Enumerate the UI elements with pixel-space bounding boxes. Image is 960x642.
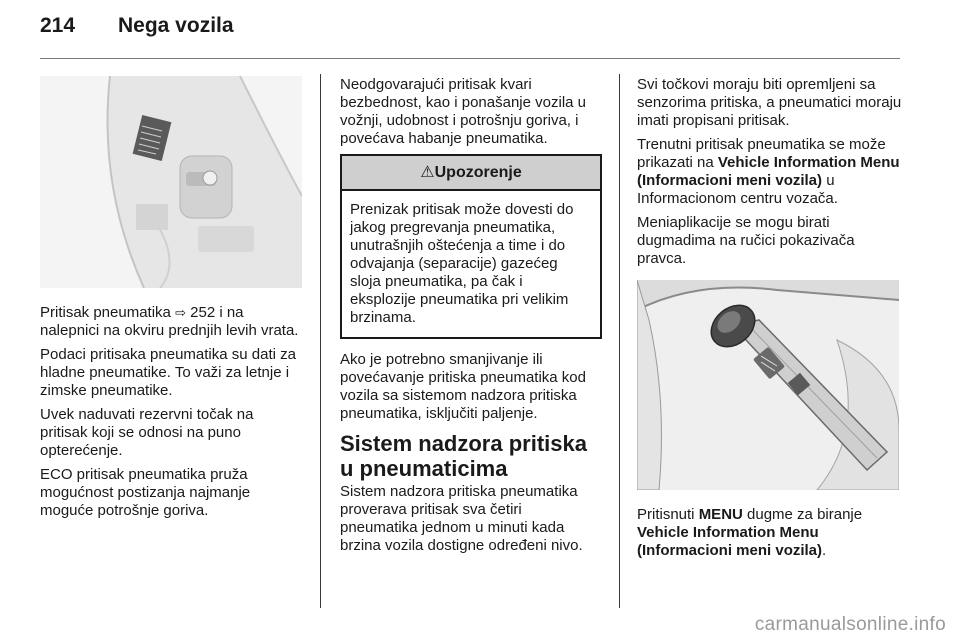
column-left xyxy=(40,76,302,526)
text: . xyxy=(822,542,827,559)
column-divider xyxy=(320,74,321,608)
paragraph: Meniaplikacije se mogu birati dugmadima na ručici pokazivača pravca. xyxy=(637,214,855,267)
paragraph xyxy=(637,136,903,208)
page-reference-arrow-icon: ⇨ xyxy=(175,305,186,320)
column-middle xyxy=(340,76,602,561)
text: Trenutni pritisak pneumatika se može prikazati na xyxy=(637,136,886,171)
text: Pritisak pneumatika xyxy=(40,304,176,321)
paragraph: Podaci pritisaka pneumatika su dati za hladne pneumatike. To važi za letnje i zimske pneumatike. xyxy=(40,346,296,399)
header-rule xyxy=(40,58,900,59)
watermark: carmanualsonline.info xyxy=(754,614,946,635)
text: u Informacionom centru vozača. xyxy=(637,172,838,207)
text: 252 i na nalepnici na okviru prednjih levih vrata. xyxy=(40,304,299,339)
column-right xyxy=(637,76,903,566)
text: Pritisnuti xyxy=(637,506,699,523)
menu-name: Vehicle Information Menu (Informacioni meni vozila) xyxy=(637,154,900,189)
menu-button-label: MENU xyxy=(698,506,743,523)
warning-body: Prenizak pritisak može dovesti do jakog pregrevanja pneumatika, unutrašnjih oštećenja a time i do odvajanja (separacije) gazećeg sloja pneumatika, pa čak i eksplozije pneumatika pri velikim brzinama. xyxy=(350,201,574,326)
turn-signal-lever-illustration xyxy=(637,280,899,490)
paragraph: Uvek naduvati rezervni točak na pritisak koji se odnosi na puno opterećenje. xyxy=(40,406,254,459)
paragraph: Svi točkovi moraju biti opremljeni sa senzorima pritiska, a pneumatici moraju imati propisani pritisak. xyxy=(637,76,902,129)
section-title: Nega vozila xyxy=(118,14,234,37)
paragraph: Neodgovarajući pritisak kvari bezbednost, kao i ponašanje vozila u vožnji, udobnost i potrošnju goriva, i povećava habanje pneumatika. xyxy=(340,76,587,147)
paragraph xyxy=(637,506,903,560)
menu-name: Vehicle Information Menu (Informacioni meni vozila) xyxy=(637,524,823,559)
paragraph: ECO pritisak pneumatika pruža mogućnost postizanja najmanje moguće potrošnje goriva. xyxy=(40,466,251,519)
warning-header xyxy=(342,156,600,191)
column-divider xyxy=(619,74,620,608)
warning-title: Upozorenje xyxy=(434,164,522,181)
door-frame-tire-label-illustration xyxy=(40,76,302,288)
text: dugme za biranje xyxy=(742,506,863,523)
paragraph xyxy=(40,304,302,340)
warning-triangle-icon: ⚠ xyxy=(420,164,435,181)
page-number: 214 xyxy=(40,14,76,37)
door-frame-drawing xyxy=(40,76,302,288)
warning-box xyxy=(340,154,602,339)
lever-drawing xyxy=(637,280,899,490)
paragraph: Sistem nadzora pritiska pneumatika proverava pritisak sva četiri pneumatika jednom u minuti kada brzina vozila dostigne određeni nivo. xyxy=(340,483,583,554)
page-header xyxy=(40,14,234,50)
paragraph: Ako je potrebno smanjivanje ili povećavanje pritiska pneumatika kod vozila sa sistemom nadzora pritiska pneumatika, isključiti paljenje. xyxy=(340,351,586,422)
subheading: Sistem nadzora pritiska u pneumaticima xyxy=(340,431,587,481)
